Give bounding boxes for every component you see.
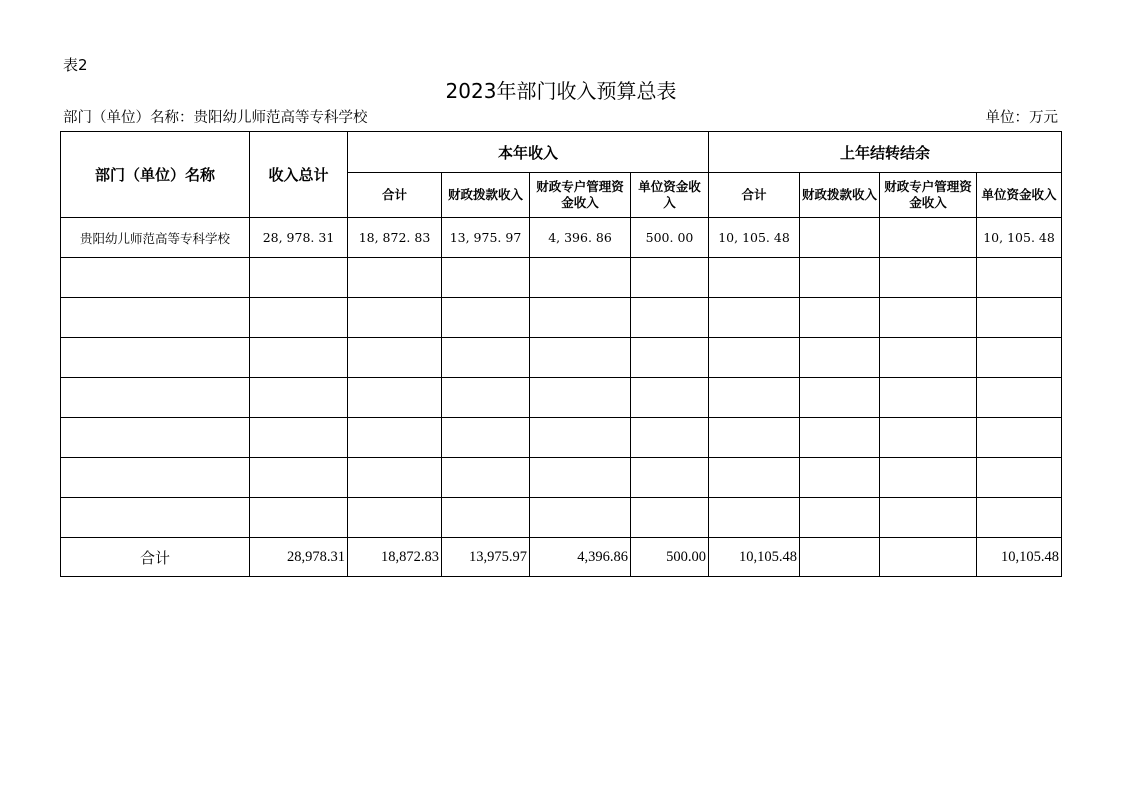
header-prior-year-carryover: 上年结转结余: [709, 132, 1062, 173]
row-income-total: 28, 978. 31: [250, 218, 348, 258]
header-cy-special-fund: 财政专户管理资金收入: [530, 173, 631, 218]
department-name-line: 部门（单位）名称：贵阳幼儿师范高等专科学校: [63, 110, 368, 126]
table-row: [61, 298, 1062, 338]
header-current-year-income: 本年收入: [348, 132, 709, 173]
total-row: [61, 538, 1062, 577]
total-cy-own-funds: 500.00: [631, 538, 709, 577]
table-number-label: 表2: [63, 56, 88, 74]
total-income-total: 28,978.31: [250, 538, 348, 577]
total-label: 合计: [61, 538, 250, 577]
total-co-own-funds: 10,105.48: [977, 538, 1062, 577]
income-budget-table: [60, 131, 1062, 577]
header-name: 部门（单位）名称: [61, 132, 250, 218]
total-cy-special-fund: 4,396.86: [530, 538, 631, 577]
table-row: [61, 218, 1062, 258]
header-co-own-funds: 单位资金收入: [977, 173, 1062, 218]
total-co-special-fund: [880, 538, 977, 577]
header-cy-subtotal: 合计: [348, 173, 442, 218]
row-co-fiscal: [800, 218, 880, 258]
page-title: 2023年部门收入预算总表: [445, 79, 677, 103]
row-cy-subtotal: 18, 872. 83: [348, 218, 442, 258]
table-row: [61, 338, 1062, 378]
header-co-special-fund: 财政专户管理资金收入: [880, 173, 977, 218]
header-co-fiscal: 财政拨款收入: [800, 173, 880, 218]
header-co-subtotal: 合计: [709, 173, 800, 218]
row-co-special-fund: [880, 218, 977, 258]
header-cy-own-funds: 单位资金收入: [631, 173, 709, 218]
row-cy-fiscal: 13, 975. 97: [442, 218, 530, 258]
header-cy-fiscal: 财政拨款收入: [442, 173, 530, 218]
total-co-subtotal: 10,105.48: [709, 538, 800, 577]
row-cy-special-fund: 4, 396. 86: [530, 218, 631, 258]
table-row: [61, 418, 1062, 458]
row-cy-own-funds: 500. 00: [631, 218, 709, 258]
row-dept-name: 贵阳幼儿师范高等专科学校: [61, 218, 250, 258]
table-row: [61, 458, 1062, 498]
total-co-fiscal: [800, 538, 880, 577]
header-income-total: 收入总计: [250, 132, 348, 218]
header-row-top: [61, 132, 1062, 173]
row-co-own-funds: 10, 105. 48: [977, 218, 1062, 258]
total-cy-fiscal: 13,975.97: [442, 538, 530, 577]
unit-label: 单位：万元: [985, 110, 1058, 126]
table-row: [61, 258, 1062, 298]
row-co-subtotal: 10, 105. 48: [709, 218, 800, 258]
table-row: [61, 378, 1062, 418]
table-row: [61, 498, 1062, 538]
total-cy-subtotal: 18,872.83: [348, 538, 442, 577]
